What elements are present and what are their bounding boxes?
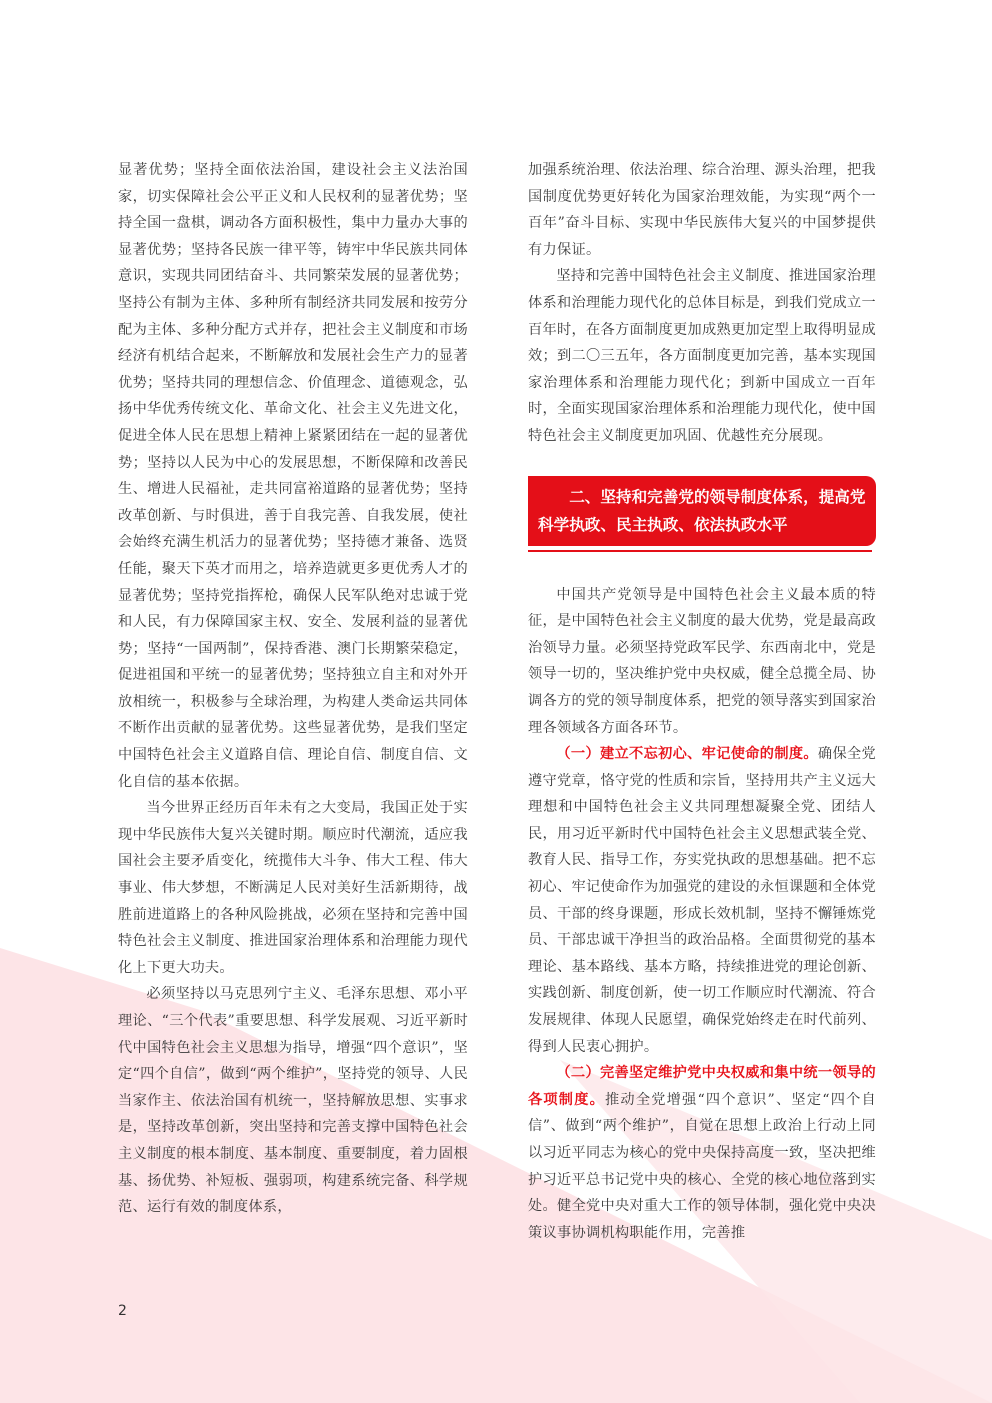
section-heading [528,476,876,546]
right-paragraph-3: 中国共产党领导是中国特色社会主义最本质的特征，是中国特色社会主义制度的最大优势，党是最高政治领导力量。必须坚持党政军民学、东西南北中，党是领导一切的，坚决维护党中央权威，健全总揽全局、协调各方的党的领导制度体系，把党的领导落实到国家治理各领域各方面各环节。 [528,586,876,736]
section-heading-line-2: 科学执政、民主执政、依法执政水平 [538,514,788,534]
left-paragraph-3: 必须坚持以马克思列宁主义、毛泽东思想、邓小平理论、“三个代表”重要思想、科学发展观、习近平新时代中国特色社会主义思想为指导，增强“四个意识”，坚定“四个自信”，做到“两个维护”，坚持党的领导、人民当家作主、依法治国有机统一，坚持解放思想、实事求是，坚持改革创新，突出坚持和完善支撑中国特色社会主义制度的根本制度、基本制度、重要制度，着力固根基、扬优势、补短板、强弱项，构建系统完备、科学规范、运行有效的制度体系， [118,986,468,1216]
subsection-body-1: 确保全党遵守党章，恪守党的性质和宗旨，坚持用共产主义远大理想和中国特色社会主义共同理想凝聚全党、团结人民，用习近平新时代中国特色社会主义思想武装全党、教育人民、指导工作，夯实党执政的思想基础。把不忘初心、牢记使命作为加强党的建设的永恒课题和全体党员、干部的终身课题，形成长效机制，坚持不懈锤炼党员、干部忠诚干净担当的政治品格。全面贯彻党的基本理论、基本路线、基本方略，持续推进党的理论创新、实践创新、制度创新，使一切工作顺应时代潮流、符合发展规律、体现人民愿望，确保党始终走在时代前列、得到人民衷心拥护。 [528,746,876,1055]
left-paragraph-1: 显著优势；坚持全面依法治国，建设社会主义法治国家，切实保障社会公平正义和人民权利的显著优势；坚持全国一盘棋，调动各方面积极性，集中力量办大事的显著优势；坚持各民族一律平等，铸牢中华民族共同体意识，实现共同团结奋斗、共同繁荣发展的显著优势；坚持公有制为主体、多种所有制经济共同发展和按劳分配为主体、多种分配方式并存，把社会主义制度和市场经济有机结合起来，不断解放和发展社会生产力的显著优势；坚持共同的理想信念、价值理念、道德观念，弘扬中华优秀传统文化、革命文化、社会主义先进文化，促进全体人民在思想上精神上紧紧团结在一起的显著优势；坚持以人民为中心的发展思想，不断保障和改善民生、增进人民福祉，走共同富裕道路的显著优势；坚持改革创新、与时俱进，善于自我完善、自我发展，使社会始终充满生机活力的显著优势；坚持德才兼备、选贤任能，聚天下英才而用之，培养造就更多更优秀人才的显著优势；坚持党指挥枪，确保人民军队绝对忠诚于党和人民，有力保障国家主权、安全、发展利益的显著优势；坚持“一国两制”，保持香港、澳门长期繁荣稳定，促进祖国和平统一的显著优势；坚持独立自主和对外开放相统一，积极参与全球治理，为构建人类命运共同体不断作出贡献的显著优势。这些显著优势，是我们坚定中国特色社会主义道路自信、理论自信、制度自信、文化自信的基本依据。 [118,162,468,790]
section-heading-block [528,476,876,552]
left-paragraph-2: 当今世界正经历百年未有之大变局，我国正处于实现中华民族伟大复兴关键时期。顺应时代潮流，适应我国社会主要矛盾变化，统揽伟大斗争、伟大工程、伟大事业、伟大梦想，不断满足人民对美好生活新期待，战胜前进道路上的各种风险挑战，必须在坚持和完善中国特色社会主义制度、推进国家治理体系和治理能力现代化上下更大功夫。 [118,800,468,976]
right-paragraph-4 [528,741,876,1060]
section-heading-line-1: 二、坚持和完善党的领导制度体系，提高党 [569,486,866,506]
right-paragraph-1: 加强系统治理、依法治理、综合治理、源头治理，把我国制度优势更好转化为国家治理效能，为实现“两个一百年”奋斗目标、实现中华民族伟大复兴的中国梦提供有力保证。 [528,162,876,258]
right-column [528,157,876,1246]
right-paragraph-2: 坚持和完善中国特色社会主义制度、推进国家治理体系和治理能力现代化的总体目标是，到我们党成立一百年时，在各方面制度更加成熟更加定型上取得明显成效；到二〇三五年，各方面制度更加完善，基本实现国家治理体系和治理能力现代化；到新中国成立一百年时，全面实现国家治理体系和治理能力现代化，使中国特色社会主义制度更加巩固、优越性充分展现。 [528,268,876,444]
page-number: 2 [118,1303,127,1319]
subsection-heading-2: （二）完善坚定维护党中央权威和集中统一领导的各项制度。 [528,1065,876,1108]
right-paragraph-5 [528,1060,876,1246]
section-underline [528,550,872,552]
left-column [118,157,468,1221]
subsection-heading-1: （一）建立不忘初心、牢记使命的制度。 [556,746,818,763]
subsection-body-2: 推动全党增强“四个意识”、坚定“四个自信”、做到“两个维护”，自觉在思想上政治上行动上同以习近平同志为核心的党中央保持高度一致，坚决把维护习近平总书记党中央的核心、全党的核心地位落到实处。健全党中央对重大工作的领导体制，强化党中央决策议事协调机构职能作用，完善推 [528,1091,876,1241]
